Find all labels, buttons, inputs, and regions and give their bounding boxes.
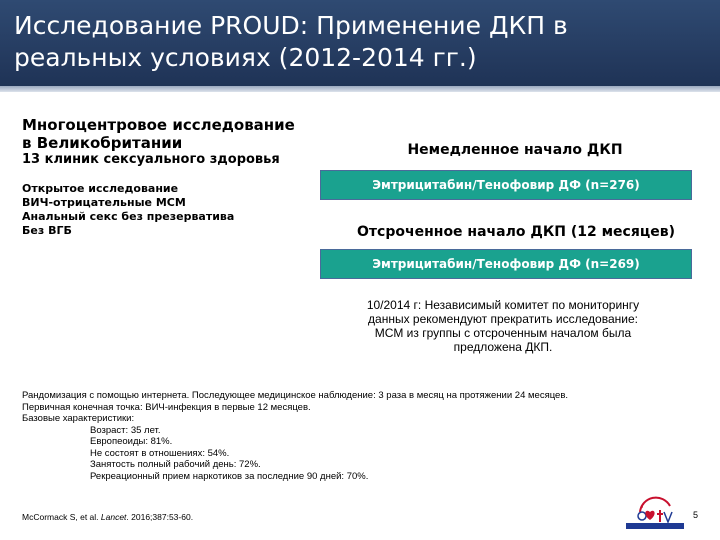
randomization-note: Рандомизация с помощью интернета. Последующее медицинское наблюдение: 3 раза в месяц на протяжении 24 месяцев. (22, 390, 569, 401)
clinics-count: 13 клиник сексуального здоровья (22, 152, 280, 167)
study-heading-line-1: Многоцентровое исследование (22, 116, 295, 134)
dsmb-note (330, 298, 676, 354)
baseline-item: Занятость полный рабочий день: 72%. (90, 459, 261, 470)
criteria-item: Без ВГБ (22, 224, 72, 237)
dsmb-note-line: данных рекомендуют прекратить исследование: (368, 312, 638, 326)
dsmb-note-line: МСМ из группы с отсроченным началом была (374, 326, 632, 340)
title-bar (0, 0, 720, 86)
slide-title-line-2: реальных условиях (2012-2014 гг.) (14, 43, 477, 72)
baseline-item: Не состоят в отношениях: 54%. (90, 447, 230, 459)
dsmb-note-line: 10/2014 г: Независимый комитет по мониторингу (366, 298, 640, 312)
criteria-item: Открытое исследование (22, 182, 179, 195)
criteria-item: ВИЧ-отрицательные МСМ (22, 196, 186, 209)
baseline-label: Базовые характеристики: (22, 413, 135, 424)
dsmb-note-line: предложена ДКП. (453, 340, 553, 354)
conference-logo-icon (620, 492, 690, 532)
immediate-arm-box: Эмтрицитабин/Тенофовир ДФ (n=276) (320, 170, 692, 200)
deferred-arm-title: Отсроченное начало ДКП (12 месяцев) (357, 224, 675, 240)
criteria-item: Анальный секс без презерватива (22, 210, 235, 223)
study-criteria-list (22, 182, 322, 238)
baseline-item: Европеоиды: 81%. (90, 436, 173, 447)
deferred-arm-box: Эмтрицитабин/Тенофовир ДФ (n=269) (320, 249, 692, 279)
title-divider (0, 86, 720, 92)
study-heading (22, 116, 322, 152)
slide-title-line-1: Исследование PROUD: Применение ДКП в (14, 11, 568, 40)
citation (22, 512, 193, 522)
slide-title (14, 10, 704, 74)
endpoint-note: Первичная конечная точка: ВИЧ-инфекция в первые 12 месяцев. (22, 401, 311, 413)
study-footnotes (22, 390, 692, 482)
citation-journal: Lancet (100, 512, 127, 522)
citation-details: . 2016;387:53-60. (126, 512, 194, 522)
baseline-item: Рекреационный прием наркотиков за последние 90 дней: 70%. (90, 470, 369, 482)
immediate-arm-title: Немедленное начало ДКП (407, 142, 623, 158)
baseline-item: Возраст: 35 лет. (90, 424, 161, 436)
citation-authors: McCormack S, et al. (22, 512, 101, 522)
study-heading-line-2: в Великобритании (22, 134, 183, 152)
page-number: 5 (693, 510, 699, 520)
